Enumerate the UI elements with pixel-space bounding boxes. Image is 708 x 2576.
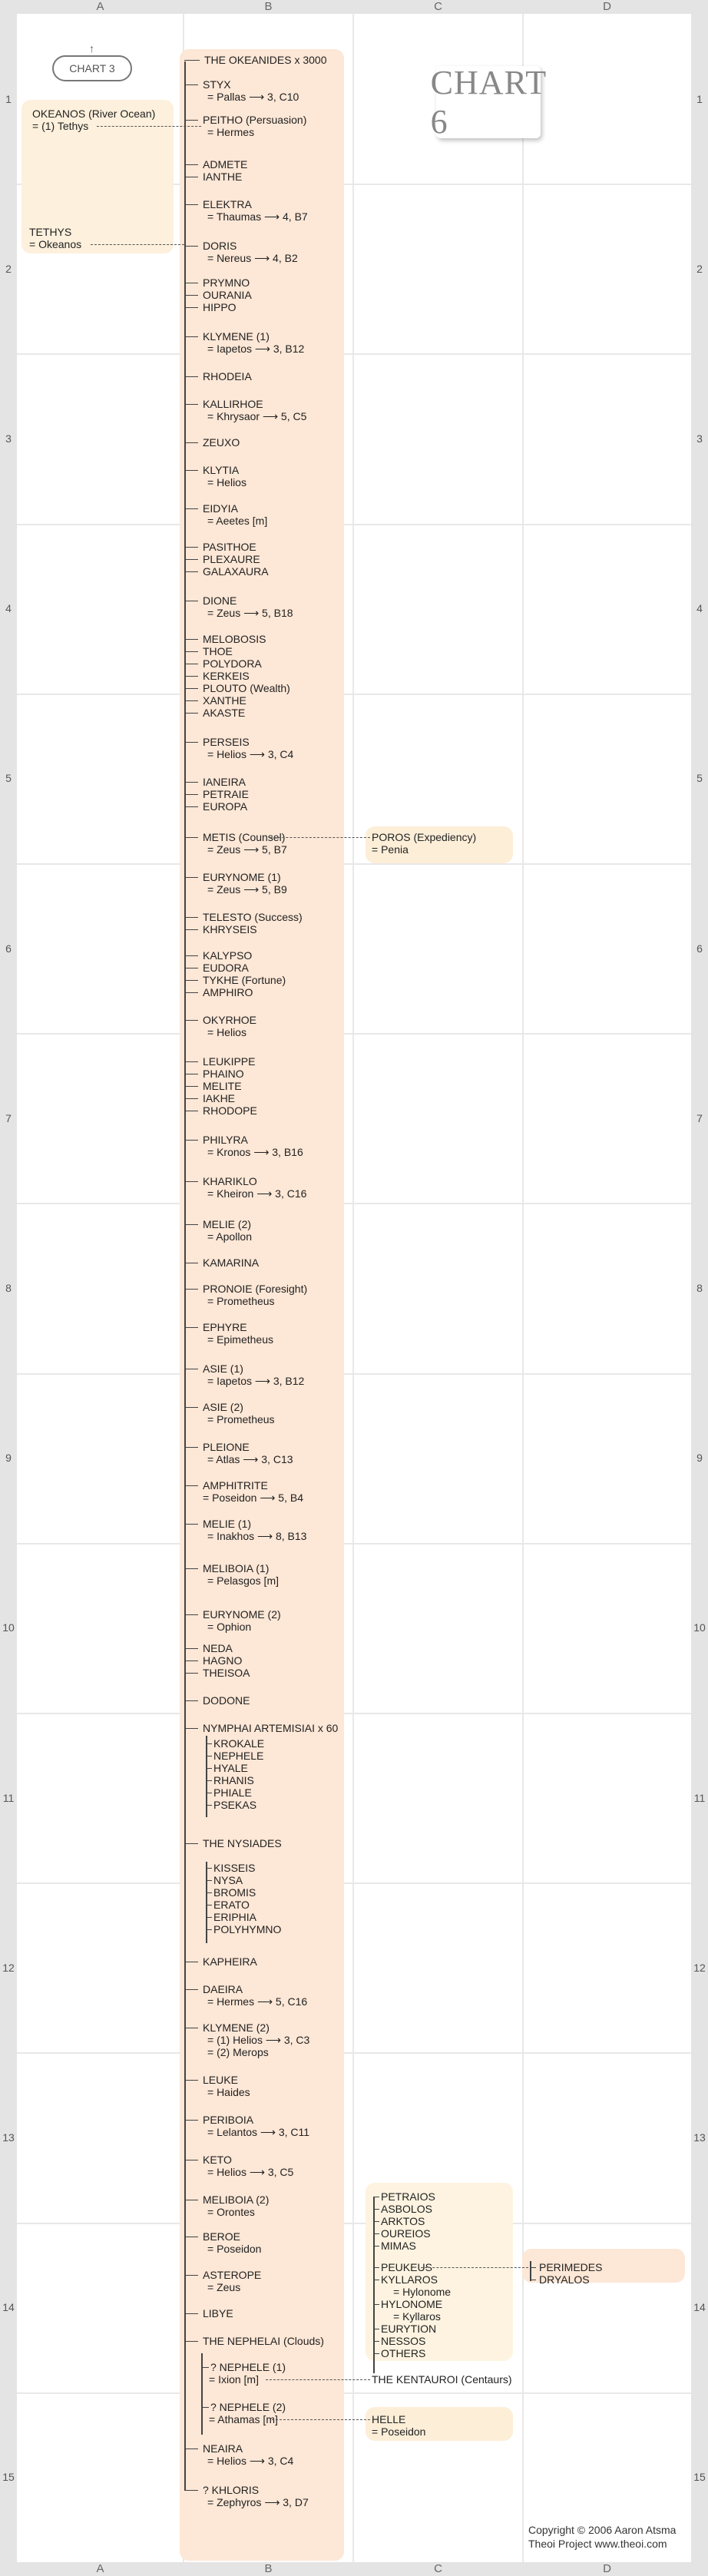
okeanid-entry: KERKEIS bbox=[203, 670, 250, 682]
okeanid-entry: KLYTIA bbox=[203, 464, 240, 476]
okeanid-entry: PHAINO bbox=[203, 1068, 244, 1080]
poros-spouse: = Penia bbox=[372, 843, 409, 856]
okeanid-tick bbox=[184, 246, 198, 247]
row-label-left: 5 bbox=[5, 772, 12, 785]
okeanid-tick bbox=[184, 1673, 198, 1674]
okeanid-tick bbox=[184, 837, 198, 838]
centaur-entry: = Hylonome bbox=[393, 2286, 452, 2298]
grid-line-v3 bbox=[522, 14, 524, 2562]
okeanid-tick bbox=[184, 120, 198, 121]
dryalos-label: DRYALOS bbox=[539, 2273, 590, 2286]
row-label-left: 14 bbox=[2, 2301, 15, 2314]
okeanid-entry: KHRYSEIS bbox=[203, 923, 257, 935]
column-footer-c: C bbox=[353, 2562, 523, 2576]
centaur-tick bbox=[373, 2221, 379, 2222]
centaur-tick bbox=[373, 2341, 379, 2342]
grid-line-h bbox=[17, 353, 691, 355]
centaur-tick bbox=[373, 2267, 379, 2268]
row-label-right: 7 bbox=[696, 1111, 703, 1124]
okeanid-entry: THOE bbox=[203, 645, 233, 657]
okeanos-label: OKEANOS (River Ocean) bbox=[32, 108, 156, 120]
okeanid-tick bbox=[184, 1568, 198, 1569]
okeanid-entry: KISSEIS bbox=[213, 1862, 256, 1874]
row-label-left: 10 bbox=[2, 1621, 15, 1634]
okeanid-entry: DODONE bbox=[203, 1694, 250, 1707]
okeanid-entry: BROMIS bbox=[213, 1886, 256, 1899]
copyright bbox=[528, 2523, 676, 2551]
okeanid-entry: LEUKE bbox=[203, 2074, 238, 2086]
okeanid-entry: = Hermes bbox=[207, 126, 255, 138]
okeanid-tick bbox=[184, 376, 198, 377]
okeanid-tick bbox=[184, 2275, 198, 2276]
okeanid-tick bbox=[184, 60, 200, 61]
okeanid-entry: ASIE (2) bbox=[203, 1401, 243, 1413]
okeanid-entry: = Aeetes [m] bbox=[207, 515, 268, 527]
okeanid-entry: KALLIRHOE bbox=[203, 398, 263, 410]
row-label-left: 11 bbox=[2, 1791, 15, 1804]
okeanides-trunk bbox=[184, 61, 186, 2490]
grid-line-h bbox=[17, 2392, 691, 2394]
okeanid-entry: KALYPSO bbox=[203, 949, 253, 962]
row-label-left: 8 bbox=[5, 1282, 12, 1294]
okeanid-tick bbox=[184, 929, 198, 930]
okeanid-entry: = Helios ⟶ 3, C4 bbox=[207, 748, 294, 760]
okeanid-entry: HYALE bbox=[213, 1762, 248, 1774]
okeanid-tick bbox=[184, 980, 198, 981]
okeanid-entry: = Pelasgos [m] bbox=[207, 1574, 279, 1587]
row-label-right: 14 bbox=[693, 2301, 706, 2314]
centaur-entry: HYLONOME bbox=[381, 2298, 443, 2310]
centaur-entry: EURYTION bbox=[381, 2323, 437, 2335]
okeanid-entry: METIS (Counsel) bbox=[203, 831, 286, 843]
okeanid-entry: = Lelantos ⟶ 3, C11 bbox=[207, 2126, 310, 2138]
okeanid-entry: = Helios ⟶ 3, C5 bbox=[207, 2166, 294, 2178]
okeanid-entry: THE NYSIADES bbox=[203, 1837, 282, 1849]
grid-line-h bbox=[17, 1713, 691, 1714]
okeanid-tick bbox=[184, 1224, 198, 1225]
okeanid-entry: XANTHE bbox=[203, 694, 246, 707]
row-label-right: 6 bbox=[696, 942, 703, 955]
okeanid-tick bbox=[184, 1843, 198, 1844]
okeanid-entry: NEAIRA bbox=[203, 2442, 243, 2455]
grid-line-h bbox=[17, 694, 691, 695]
okeanid-entry: POLYHYMNO bbox=[213, 1923, 282, 1935]
okeanid-entry: = Orontes bbox=[207, 2206, 255, 2218]
okeanid-entry: = Atlas ⟶ 3, C13 bbox=[207, 1453, 293, 1465]
okeanid-tick bbox=[184, 2490, 198, 2491]
okeanid-entry: ELEKTRA bbox=[203, 198, 252, 210]
okeanid-entry: ASTEROPE bbox=[203, 2269, 262, 2281]
okeanid-entry: = Zephyros ⟶ 3, D7 bbox=[207, 2496, 309, 2508]
okeanid-entry: EURYNOME (2) bbox=[203, 1608, 281, 1621]
okeanid-entry: = Prometheus bbox=[207, 1295, 275, 1307]
okeanid-entry: KETO bbox=[203, 2154, 232, 2166]
subgroup-tick bbox=[203, 2407, 209, 2408]
okeanid-entry: PLOUTO (Wealth) bbox=[203, 682, 290, 694]
okeanid-entry: MELIBOIA (1) bbox=[203, 1562, 270, 1574]
okeanid-entry: PASITHOE bbox=[203, 541, 256, 553]
centaurs-trunk bbox=[373, 2197, 375, 2353]
row-label-left: 15 bbox=[2, 2471, 15, 2484]
okeanid-tick bbox=[184, 917, 198, 918]
okeanid-tick bbox=[184, 1140, 198, 1141]
row-label-left: 1 bbox=[5, 92, 12, 105]
column-footer-d: D bbox=[523, 2562, 691, 2576]
okeanid-tick bbox=[184, 470, 198, 471]
okeanid-entry: PRONOIE (Foresight) bbox=[203, 1283, 308, 1295]
okeanid-tick bbox=[184, 307, 198, 308]
okeanid-tick bbox=[184, 547, 198, 548]
okeanid-tick bbox=[184, 700, 198, 701]
okeanid-entry: AMPHITRITE bbox=[203, 1479, 268, 1492]
column-header-d: D bbox=[523, 0, 691, 14]
chart-title: CHART 6 bbox=[430, 64, 548, 141]
okeanid-entry: NEPHELE bbox=[213, 1750, 264, 1762]
okeanid-entry: MELIBOIA (2) bbox=[203, 2194, 270, 2206]
okeanid-tick bbox=[184, 992, 198, 993]
centaur-entry: ASBOLOS bbox=[381, 2203, 432, 2215]
okeanid-tick bbox=[184, 1989, 198, 1990]
okeanid-entry: EUDORA bbox=[203, 962, 249, 974]
okeanid-entry: AMPHIRO bbox=[203, 986, 253, 998]
row-label-right: 11 bbox=[693, 1791, 706, 1804]
centaur-entry: = Kyllaros bbox=[393, 2310, 441, 2323]
okeanid-entry: = Helios ⟶ 3, C4 bbox=[207, 2455, 294, 2467]
okeanid-entry: PLEIONE bbox=[203, 1441, 250, 1453]
okeanid-entry: LEUKIPPE bbox=[203, 1055, 256, 1068]
row-label-right: 2 bbox=[696, 262, 703, 275]
okeanid-entry: = Haides bbox=[207, 2086, 250, 2098]
okeanid-tick bbox=[184, 1289, 198, 1290]
row-label-right: 1 bbox=[696, 92, 703, 105]
okeanid-entry: HIPPO bbox=[203, 301, 237, 313]
row-label-left: 7 bbox=[5, 1111, 12, 1124]
okeanid-entry: PSEKAS bbox=[213, 1799, 257, 1811]
helle-spouse: = Poseidon bbox=[372, 2425, 426, 2438]
column-header-c: C bbox=[353, 0, 523, 14]
okeanid-tick bbox=[184, 336, 198, 337]
okeanid-entry: = Zeus ⟶ 5, B18 bbox=[207, 607, 293, 619]
grid-line-h bbox=[17, 1543, 691, 1545]
okeanid-entry: = Iapetos ⟶ 3, B12 bbox=[207, 1375, 305, 1387]
okeanid-entry: ERIPHIA bbox=[213, 1911, 257, 1923]
okeanid-entry: = Helios bbox=[207, 1026, 246, 1038]
metis-poros-connector bbox=[270, 837, 370, 838]
okeanid-entry: PHILYRA bbox=[203, 1134, 248, 1146]
okeanid-entry: KLYMENE (1) bbox=[203, 330, 270, 343]
okeanid-entry: KLYMENE (2) bbox=[203, 2021, 270, 2034]
okeanid-tick bbox=[184, 794, 198, 795]
row-label-right: 3 bbox=[696, 432, 703, 445]
centaur-tick bbox=[373, 2209, 379, 2210]
centaur-entry: ARKTOS bbox=[381, 2215, 425, 2227]
row-label-left: 3 bbox=[5, 432, 12, 445]
okeanid-entry: = Hermes ⟶ 5, C16 bbox=[207, 1995, 308, 2008]
okeanid-entry: ? NEPHELE (2) bbox=[210, 2401, 286, 2413]
okeanid-entry: KAPHEIRA bbox=[203, 1955, 257, 1968]
poros-label: POROS (Expediency) bbox=[372, 831, 477, 843]
okeanid-entry: = Zeus ⟶ 5, B9 bbox=[207, 883, 287, 896]
row-label-left: 6 bbox=[5, 942, 12, 955]
okeanid-tick bbox=[184, 204, 198, 205]
okeanid-entry: NYMPHAI ARTEMISIAI x 60 bbox=[203, 1722, 339, 1734]
okeanid-entry: = Athamas [m] bbox=[209, 2413, 278, 2425]
okeanid-tick bbox=[184, 1086, 198, 1087]
okeanid-tick bbox=[184, 2080, 198, 2081]
okeanid-entry: = Epimetheus bbox=[207, 1333, 273, 1346]
okeanid-tick bbox=[184, 1524, 198, 1525]
okeanid-entry: MELIE (1) bbox=[203, 1518, 252, 1530]
okeanid-entry: ZEUXO bbox=[203, 436, 240, 449]
grid-line-h bbox=[17, 1882, 691, 1884]
okeanid-entry: EUROPA bbox=[203, 800, 248, 813]
okeanid-entry: THE OKEANIDES x 3000 bbox=[204, 54, 327, 66]
row-label-left: 13 bbox=[2, 2131, 15, 2144]
okeanid-entry: RHODOPE bbox=[203, 1104, 257, 1117]
centaur-tick bbox=[373, 2246, 379, 2247]
peukeus-connector bbox=[421, 2267, 528, 2268]
okeanid-entry: PRYMNO bbox=[203, 276, 250, 289]
centaur-entry: OUREIOS bbox=[381, 2227, 431, 2240]
okeanid-entry: KHARIKLO bbox=[203, 1175, 257, 1187]
okeanid-entry: = Zeus bbox=[207, 2281, 241, 2293]
grid-line-h bbox=[17, 863, 691, 865]
okeanid-entry: = Poseidon ⟶ 5, B4 bbox=[203, 1492, 303, 1504]
okeanid-entry: = (2) Merops bbox=[207, 2046, 269, 2058]
okeanid-entry: ? NEPHELE (1) bbox=[210, 2361, 286, 2373]
okeanid-tick bbox=[184, 676, 198, 677]
okeanid-entry: EPHYRE bbox=[203, 1321, 247, 1333]
column-header-a: A bbox=[17, 0, 184, 14]
row-label-right: 15 bbox=[693, 2471, 706, 2484]
okeanid-tick bbox=[184, 955, 198, 956]
arrow-up-icon: ↑ bbox=[89, 42, 94, 55]
column-header-b: B bbox=[184, 0, 353, 14]
okeanid-tick bbox=[184, 571, 198, 572]
helle-label: HELLE bbox=[372, 2413, 406, 2425]
okeanid-entry: DIONE bbox=[203, 594, 237, 607]
okeanid-tick bbox=[184, 1020, 198, 1021]
okeanid-entry: = Kheiron ⟶ 3, C16 bbox=[207, 1187, 307, 1200]
okeanid-tick bbox=[184, 1614, 198, 1615]
okeanid-entry: = Inakhos ⟶ 8, B13 bbox=[207, 1530, 307, 1542]
nephelai-branch bbox=[201, 2353, 203, 2435]
okeanid-entry: = Ixion [m] bbox=[209, 2373, 259, 2386]
okeanid-entry: STYX bbox=[203, 78, 231, 91]
perimedes-tick bbox=[530, 2267, 536, 2268]
okeanid-entry: = Helios bbox=[207, 476, 246, 488]
okeanid-entry: = Kronos ⟶ 3, B16 bbox=[207, 1146, 303, 1158]
okeanid-entry: = Ophion bbox=[207, 1621, 252, 1633]
row-label-left: 2 bbox=[5, 262, 12, 275]
okeanid-entry: = Zeus ⟶ 5, B7 bbox=[207, 843, 287, 856]
centaur-tick bbox=[373, 2233, 379, 2234]
okeanid-entry: RHODEIA bbox=[203, 370, 252, 382]
okeanid-entry: = Prometheus bbox=[207, 1413, 275, 1425]
subgroup-tick bbox=[203, 2367, 209, 2368]
copyright-line-2: Theoi Project www.theoi.com bbox=[528, 2538, 667, 2550]
okeanid-tick bbox=[184, 442, 198, 443]
peukeus-branch bbox=[530, 2261, 531, 2281]
tethys-label: TETHYS bbox=[29, 226, 72, 238]
okeanid-tick bbox=[184, 1648, 198, 1649]
centaur-entry: PEUKEUS bbox=[381, 2261, 432, 2273]
okeanid-entry: = Pallas ⟶ 3, C10 bbox=[207, 91, 299, 103]
okeanid-tick bbox=[184, 877, 198, 878]
copyright-line-1: Copyright © 2006 Aaron Atsma bbox=[528, 2524, 677, 2536]
okeanid-entry: = Poseidon bbox=[207, 2243, 262, 2255]
okeanid-entry: LIBYE bbox=[203, 2307, 233, 2319]
okeanid-tick bbox=[184, 1098, 198, 1099]
okeanid-entry: DORIS bbox=[203, 240, 237, 252]
okeanid-tick bbox=[184, 1485, 198, 1486]
okeanid-tick bbox=[184, 404, 198, 405]
okeanid-entry: = Nereus ⟶ 4, B2 bbox=[207, 252, 298, 264]
okeanid-entry: TYKHE (Fortune) bbox=[203, 974, 286, 986]
row-label-right: 10 bbox=[693, 1621, 706, 1634]
row-label-right: 8 bbox=[696, 1282, 703, 1294]
okeanid-entry: NYSA bbox=[213, 1874, 243, 1886]
row-label-right: 9 bbox=[696, 1452, 703, 1465]
okeanid-entry: GALAXAURA bbox=[203, 565, 269, 578]
centaur-entry: NESSOS bbox=[381, 2335, 426, 2347]
okeanid-tick bbox=[184, 1327, 198, 1328]
okeanid-entry: OURANIA bbox=[203, 289, 252, 301]
okeanid-entry: DAEIRA bbox=[203, 1983, 243, 1995]
okeanid-tick bbox=[184, 164, 198, 165]
okeanos-spouse: = (1) Tethys bbox=[32, 120, 89, 132]
okeanid-entry: MELITE bbox=[203, 1080, 242, 1092]
okeanid-entry: TELESTO (Success) bbox=[203, 911, 303, 923]
okeanid-entry: = (1) Helios ⟶ 3, C3 bbox=[207, 2034, 310, 2046]
okeanid-entry: PERIBOIA bbox=[203, 2114, 254, 2126]
perimedes-label: PERIMEDES bbox=[539, 2261, 603, 2273]
okeanid-tick bbox=[184, 295, 198, 296]
okeanid-tick bbox=[184, 1447, 198, 1448]
tethys-spouse: = Okeanos bbox=[29, 238, 82, 250]
okeanid-tick bbox=[184, 742, 198, 743]
row-label-right: 12 bbox=[693, 1961, 706, 1974]
okeanid-entry: ? KHLORIS bbox=[203, 2484, 260, 2496]
okeanid-entry: KROKALE bbox=[213, 1737, 265, 1750]
okeanid-entry: IAKHE bbox=[203, 1092, 236, 1104]
row-label-right: 5 bbox=[696, 772, 703, 785]
centaur-entry: PETRAIOS bbox=[381, 2190, 435, 2203]
okeanid-tick bbox=[184, 2341, 198, 2342]
okeanid-entry: IANEIRA bbox=[203, 776, 246, 788]
row-label-left: 12 bbox=[2, 1961, 15, 1974]
okeanid-tick bbox=[184, 1181, 198, 1182]
okeanid-entry: POLYDORA bbox=[203, 657, 262, 670]
okeanid-entry: KAMARINA bbox=[203, 1257, 260, 1269]
okeanid-entry: AKASTE bbox=[203, 707, 246, 719]
okeanid-entry: BEROE bbox=[203, 2230, 241, 2243]
okeanid-entry: PEITHO (Persuasion) bbox=[203, 114, 307, 126]
okeanid-entry: PLEXAURE bbox=[203, 553, 260, 565]
okeanid-tick bbox=[184, 1728, 198, 1729]
okeanid-entry: PHIALE bbox=[213, 1786, 252, 1799]
grid-line-h bbox=[17, 2052, 691, 2054]
okeanid-entry: ERATO bbox=[213, 1899, 250, 1911]
kentauroi-label: THE KENTAUROI (Centaurs) bbox=[372, 2373, 512, 2386]
centaur-entry: KYLLAROS bbox=[381, 2273, 438, 2286]
okeanid-tick bbox=[184, 688, 198, 689]
okeanid-entry: PERSEIS bbox=[203, 736, 250, 748]
okeanid-entry: THEISOA bbox=[203, 1667, 250, 1679]
grid-line-h bbox=[17, 524, 691, 525]
okeanid-entry: NEDA bbox=[203, 1642, 233, 1654]
grid-line-h bbox=[17, 1033, 691, 1035]
okeanid-tick bbox=[184, 639, 198, 640]
okeanid-tick bbox=[184, 2313, 198, 2314]
okeanid-tick bbox=[184, 84, 198, 85]
okeanid-tick bbox=[184, 559, 198, 560]
okeanid-entry: = Apollon bbox=[207, 1230, 252, 1243]
row-label-right: 13 bbox=[693, 2131, 706, 2144]
okeanid-entry: RHANIS bbox=[213, 1774, 254, 1786]
okeanid-tick bbox=[184, 1407, 198, 1408]
nysiades-branch bbox=[206, 1862, 207, 1943]
okeanid-entry: = Thaumas ⟶ 4, B7 bbox=[207, 210, 308, 223]
grid-line-h bbox=[17, 1203, 691, 1204]
grid-line-v2 bbox=[352, 14, 354, 2562]
okeanid-tick bbox=[184, 1061, 198, 1062]
kentauroi-link bbox=[373, 2353, 375, 2373]
centaur-entry: MIMAS bbox=[381, 2240, 416, 2252]
okeanid-tick bbox=[184, 651, 198, 652]
column-footer-b: B bbox=[184, 2562, 353, 2576]
okeanid-tick bbox=[184, 508, 198, 509]
okeanid-tick bbox=[184, 2120, 198, 2121]
grid-line-h bbox=[17, 2223, 691, 2224]
tethys-connector bbox=[91, 244, 184, 245]
okeanid-tick bbox=[184, 1660, 198, 1661]
okeanid-tick bbox=[184, 782, 198, 783]
chart3-link[interactable]: CHART 3 bbox=[52, 55, 132, 81]
column-footer-a: A bbox=[17, 2562, 184, 2576]
nephele-kentauroi-connector bbox=[266, 2379, 370, 2380]
okeanid-entry: HAGNO bbox=[203, 1654, 243, 1667]
centaur-tick bbox=[373, 2304, 379, 2305]
okeanid-entry: MELIE (2) bbox=[203, 1218, 252, 1230]
okeanid-entry: = Iapetos ⟶ 3, B12 bbox=[207, 343, 305, 355]
okeanid-tick bbox=[184, 713, 198, 714]
okeanid-entry: THE NEPHELAI (Clouds) bbox=[203, 2335, 324, 2347]
okeanid-tick bbox=[184, 806, 198, 807]
okeanid-entry: IANTHE bbox=[203, 171, 243, 183]
okeanid-entry: PETRAIE bbox=[203, 788, 249, 800]
okeanid-entry: MELOBOSIS bbox=[203, 633, 266, 645]
artemisiai-branch bbox=[206, 1736, 207, 1817]
okeanid-entry: EURYNOME (1) bbox=[203, 871, 281, 883]
nephele2-helle-connector bbox=[272, 2419, 370, 2420]
okeanid-entry: EIDYIA bbox=[203, 502, 238, 515]
centaur-entry: OTHERS bbox=[381, 2347, 426, 2359]
okeanid-entry: OKYRHOE bbox=[203, 1014, 257, 1026]
row-label-left: 4 bbox=[5, 602, 12, 615]
grid-line-h bbox=[17, 1373, 691, 1375]
row-label-right: 4 bbox=[696, 602, 703, 615]
okeanid-tick bbox=[184, 1700, 198, 1701]
okeanid-entry: = Khrysaor ⟶ 5, C5 bbox=[207, 410, 307, 422]
okeanid-entry: ASIE (1) bbox=[203, 1362, 243, 1375]
okeanid-entry: ADMETE bbox=[203, 158, 248, 171]
row-label-left: 9 bbox=[5, 1452, 12, 1465]
